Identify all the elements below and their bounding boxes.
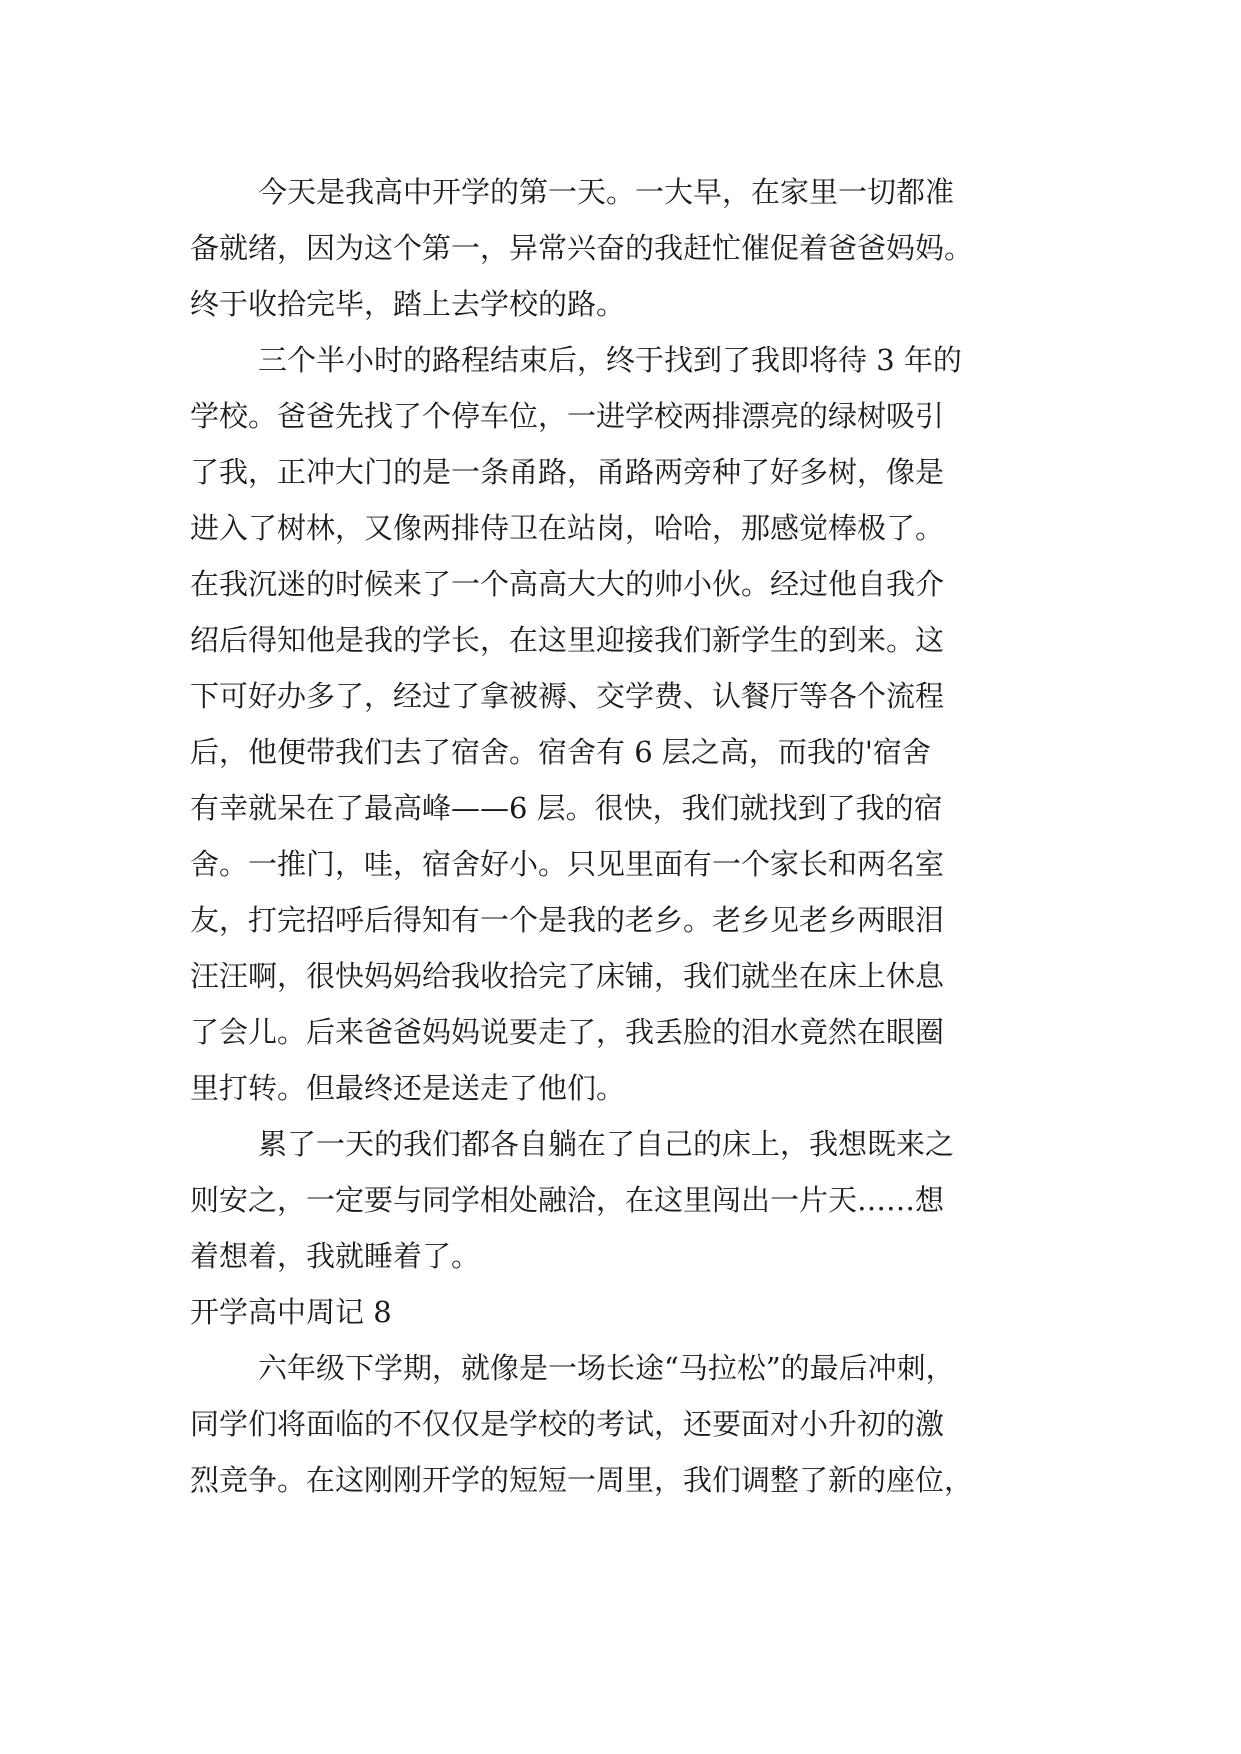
text-line: 在我沉迷的时候来了一个高高大大的帅小伙。经过他自我介 [190,567,945,601]
heading-text: 开学高中周记 8 [190,1295,392,1329]
text-line: 下可好办多了，经过了拿被褥、交学费、认餐厅等各个流程 [190,679,945,713]
paragraph-4 [190,1340,1060,1508]
paragraph-2 [190,332,1060,1116]
paragraph-1 [190,164,1060,332]
text-line: 进入了树林，又像两排侍卫在站岗，哈哈，那感觉棒极了。 [190,511,945,545]
text-line: 绍后得知他是我的学长，在这里迎接我们新学生的到来。这 [190,623,945,657]
text-line: 了我，正冲大门的是一条甬路，甬路两旁种了好多树，像是 [190,455,945,489]
text-line: 六年级下学期，就像是一场长途“马拉松”的最后冲刺， [258,1351,955,1385]
text-line: 三个半小时的路程结束后，终于找到了我即将待 3 年的 [258,343,962,377]
text-line: 有幸就呆在了最高峰——6 层。很快，我们就找到了我的宿 [190,791,943,825]
text-line: 则安之，一定要与同学相处融洽，在这里闯出一片天……想 [190,1183,945,1217]
text-line: 学校。爸爸先找了个停车位，一进学校两排漂亮的绿树吸引 [190,399,945,433]
text-line: 今天是我高中开学的第一天。一大早，在家里一切都准 [258,175,955,209]
text-line: 着想着，我就睡着了。 [190,1239,481,1273]
text-line: 汪汪啊，很快妈妈给我收拾完了床铺，我们就坐在床上休息 [190,959,945,993]
document-body [190,164,1060,1508]
text-line: 里打转。但最终还是送走了他们。 [190,1071,626,1105]
text-line: 烈竞争。在这刚刚开学的短短一周里，我们调整了新的座位， [190,1463,974,1497]
text-line: 终于收拾完毕，踏上去学校的路。 [190,287,626,321]
text-line: 了会儿。后来爸爸妈妈说要走了，我丢脸的泪水竟然在眼圈 [190,1015,945,1049]
text-line: 友，打完招呼后得知有一个是我的老乡。老乡见老乡两眼泪 [190,903,945,937]
text-line: 累了一天的我们都各自躺在了自己的床上，我想既来之 [258,1127,955,1161]
text-line: 后，他便带我们去了宿舍。宿舍有 6 层之高，而我的'宿舍 [190,735,931,769]
text-line: 备就绪，因为这个第一，异常兴奋的我赶忙催促着爸爸妈妈。 [190,231,974,265]
text-line: 同学们将面临的不仅仅是学校的考试，还要面对小升初的激 [190,1407,945,1441]
text-line: 舍。一推门，哇，宿舍好小。只见里面有一个家长和两名室 [190,847,945,881]
paragraph-3 [190,1116,1060,1284]
section-heading [190,1284,1060,1340]
